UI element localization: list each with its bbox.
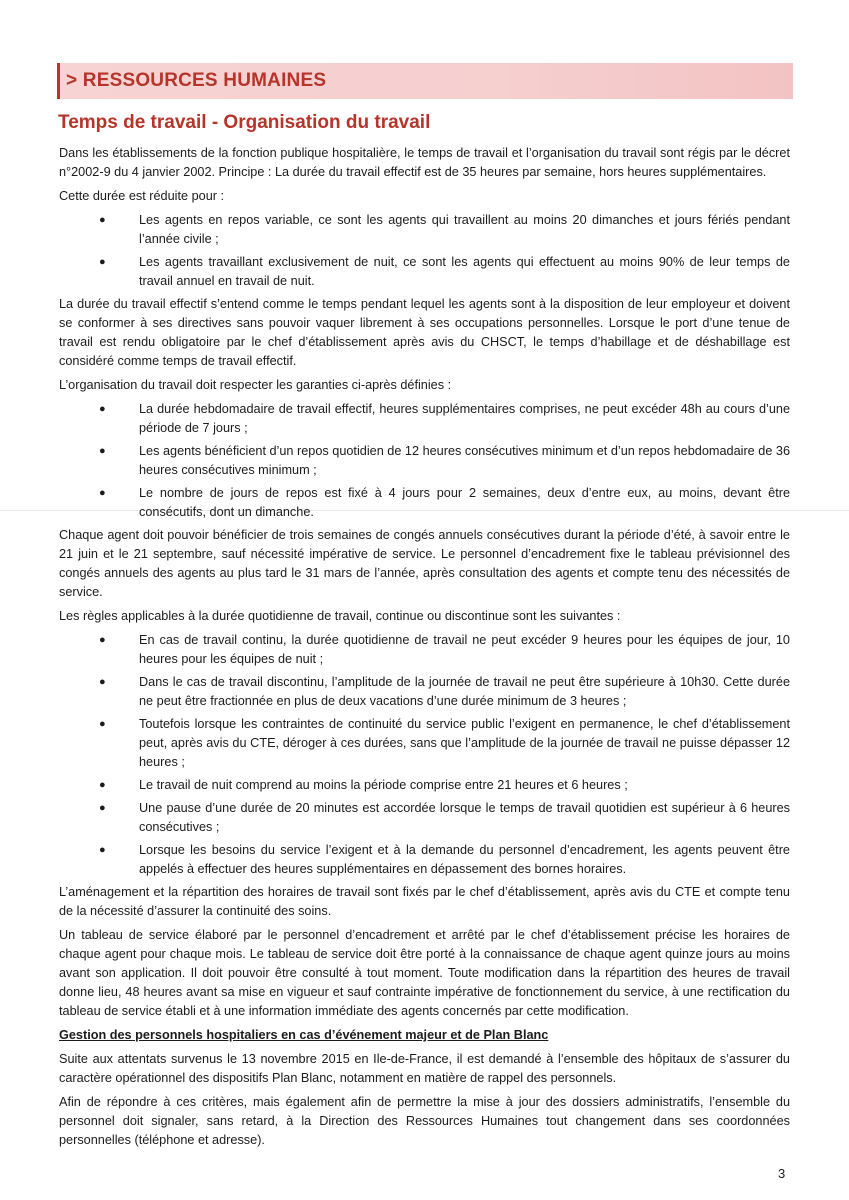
list-item — [59, 211, 790, 249]
list-item — [59, 484, 790, 522]
bullet-icon: ● — [99, 802, 106, 814]
bullet-icon: ● — [99, 445, 106, 457]
bullet-icon: ● — [99, 844, 106, 856]
paragraph: La durée du travail effectif s’entend comme le temps pendant lequel les agents sont à la disposition de leur employeur et doivent se conformer à ses directives sans pouvoir vaquer librement à ses occupations personnelles. Lorsque le port d’une tenue de travail est rendu obligatoire par le chef d’établissement après avis du CHSCT, le temps d’habillage et de déshabillage est considéré comme temps de travail effectif. — [59, 297, 790, 368]
list-item-text: Les agents bénéficient d’un repos quotidien de 12 heures consécutives minimum et d’un repos hebdomadaire de 36 heures consécutives minimum ; — [139, 444, 791, 477]
bullet-icon: ● — [99, 779, 106, 791]
bullet-icon: ● — [99, 214, 106, 226]
list-item-text: En cas de travail continu, la durée quotidienne de travail ne peut excéder 9 heures pour les équipes de jour, 10 heures pour les équipes de nuit ; — [139, 633, 790, 666]
bullet-list — [59, 211, 790, 291]
paragraph: Cette durée est réduite pour : — [59, 189, 225, 203]
paragraph: Suite aux attentats survenus le 13 novembre 2015 en Ile-de-France, il est demandé à l’ensemble des hôpitaux de s’assurer du caractère opérationnel des dispositifs Plan Blanc, notamment en matière de rappel des personnels. — [59, 1052, 790, 1085]
bullet-icon: ● — [99, 718, 106, 730]
list-item-text: Lorsque les besoins du service l’exigent et à la demande du personnel d’encadrement, les agents peuvent être appelés à effectuer des heures supplémentaires en dépassement des bornes horaires. — [139, 843, 790, 876]
document-body — [59, 144, 790, 1155]
bullet-list — [59, 631, 790, 879]
paragraph: Dans les établissements de la fonction publique hospitalière, le temps de travail et l’organisation du travail sont régis par le décret n°2002-9 du 4 janvier 2002. Principe : La durée du travail effectif est de 35 heures par semaine, hors heures supplémentaires. — [59, 146, 790, 179]
bullet-icon: ● — [99, 487, 106, 499]
paragraph: Afin de répondre à ces critères, mais également afin de permettre la mise à jour des dossiers administratifs, l’ensemble du personnel doit signaler, sans retard, à la Direction des Ressources Humaines tout changement dans ses coordonnées personnelles (téléphone et adresse). — [59, 1095, 790, 1147]
subsection-heading: Gestion des personnels hospitaliers en cas d’événement majeur et de Plan Blanc — [59, 1028, 549, 1042]
list-item-text: La durée hebdomadaire de travail effectif, heures supplémentaires comprises, ne peut excéder 48h au cours d’une période de 7 jours ; — [139, 402, 790, 435]
paragraph: Chaque agent doit pouvoir bénéficier de trois semaines de congés annuels consécutives durant la période d’été, à savoir entre le 21 juin et le 21 septembre, sauf nécessité impérative de service. Le personnel d’encadrement fixe le tableau prévisionnel des congés annuels des agents au plus tard le 31 mars de l’année, après consultation des agents et compte tenu des nécessités de service. — [59, 528, 790, 599]
list-item-text: Une pause d’une durée de 20 minutes est accordée lorsque le temps de travail quotidien est supérieur à 6 heures consécutives ; — [139, 801, 790, 834]
paragraph: Un tableau de service élaboré par le personnel d’encadrement et arrêté par le chef d’établissement précise les horaires de chaque agent pour chaque mois. Le tableau de service doit être porté à la connaissance de chaque agent quinze jours au moins avant son application. Il doit pouvoir être consulté à tout moment. Toute modification dans la répartition des heures de travail donne lieu, 48 heures avant sa mise en vigueur et sauf contrainte impérative de fonctionnement du service, à une rectification du tableau de service établi et à une information immédiate des agents concernés par cette modification. — [59, 928, 790, 1018]
list-item — [59, 776, 790, 795]
list-item — [59, 400, 790, 438]
list-item-text: Toutefois lorsque les contraintes de continuité du service public l’exigent en permanence, le chef d’établissement peut, après avis du CTE, déroger à ces durées, sans que l’amplitude de la journée de travail ne puisse dépasser 12 heures ; — [139, 717, 790, 769]
paragraph: Les règles applicables à la durée quotidienne de travail, continue ou discontinue sont les suivantes : — [59, 609, 621, 623]
page-title: Temps de travail - Organisation du travail — [58, 112, 431, 133]
list-item — [59, 841, 790, 879]
list-item — [59, 631, 790, 669]
list-item-text: Le nombre de jours de repos est fixé à 4 jours pour 2 semaines, deux d’entre eux, au moins, devant être consécutifs, dont un dimanche. — [139, 486, 790, 519]
list-item-text: Dans le cas de travail discontinu, l’amplitude de la journée de travail ne peut être supérieure à 10h30. Cette durée ne peut être fractionnée en plus de deux vacations d’une durée minimum de 3 heures ; — [139, 675, 790, 708]
bullet-icon: ● — [99, 676, 106, 688]
section-title: > RESSOURCES HUMAINES — [66, 70, 327, 91]
list-item-text: Le travail de nuit comprend au moins la période comprise entre 21 heures et 6 heures ; — [139, 778, 628, 792]
paragraph: L’organisation du travail doit respecter les garanties ci-après définies : — [59, 378, 452, 392]
list-item — [59, 715, 790, 772]
list-item — [59, 673, 790, 711]
list-item-text: Les agents travaillant exclusivement de nuit, ce sont les agents qui effectuent au moins 90% de leur temps de travail annuel en travail de nuit. — [139, 255, 790, 288]
bullet-list — [59, 400, 790, 522]
bullet-icon: ● — [99, 634, 106, 646]
list-item — [59, 442, 790, 480]
bullet-icon: ● — [99, 403, 106, 415]
paragraph: L’aménagement et la répartition des horaires de travail sont fixés par le chef d’établissement, après avis du CTE et compte tenu de la nécessité d’assurer la continuité des soins. — [59, 885, 790, 918]
section-banner — [57, 63, 793, 99]
list-item — [59, 253, 790, 291]
page-number: 3 — [778, 1166, 786, 1181]
list-item-text: Les agents en repos variable, ce sont les agents qui travaillent au moins 20 dimanches et jours fériés pendant l’année civile ; — [139, 213, 790, 246]
list-item — [59, 799, 790, 837]
bullet-icon: ● — [99, 256, 106, 268]
